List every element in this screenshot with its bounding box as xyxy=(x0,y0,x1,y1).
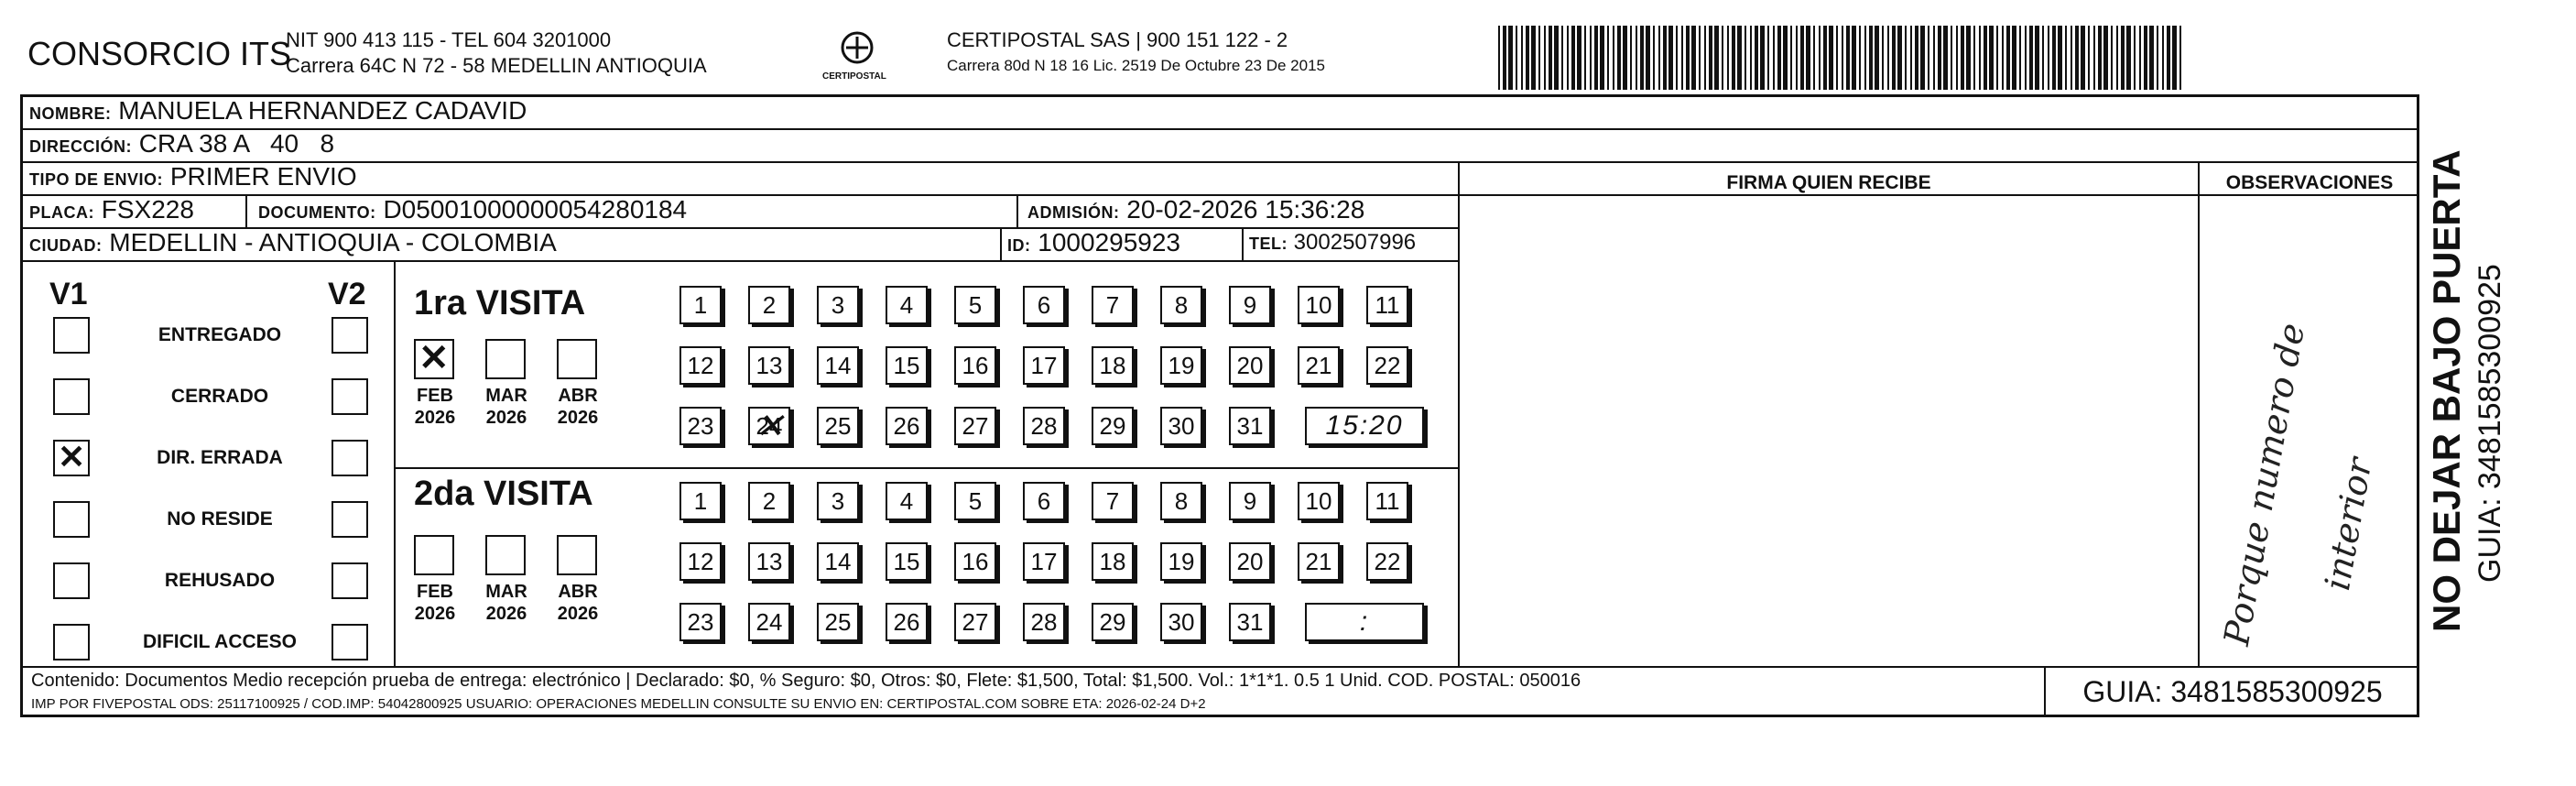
direccion-row xyxy=(29,129,334,158)
first-visit-day-box[interactable]: 20 xyxy=(1229,346,1271,385)
barcode-bar xyxy=(2075,26,2079,90)
second-visit-day-box[interactable]: 10 xyxy=(1298,482,1340,520)
second-visit-day-box[interactable]: 14 xyxy=(817,542,859,581)
barcode-bar xyxy=(2006,26,2010,90)
observaciones-title: OBSERVACIONES xyxy=(2225,172,2394,193)
barcode-bar xyxy=(2019,26,2021,90)
barcode-bar xyxy=(1806,26,1810,90)
barcode-bar xyxy=(2111,26,2113,90)
barcode-bar xyxy=(1846,26,1850,90)
barcode-bar xyxy=(1498,26,1500,90)
first-visit-day-box[interactable]: 29 xyxy=(1092,407,1134,445)
first-visit-day-box[interactable]: 17 xyxy=(1023,346,1065,385)
barcode-bar xyxy=(1956,26,1958,90)
first-visit-day-box[interactable]: 25 xyxy=(817,407,859,445)
certi-line: CERTIPOSTAL SAS | 900 151 122 - 2 xyxy=(947,28,1288,51)
barcode-bar xyxy=(1554,26,1559,90)
barcode-bar xyxy=(2058,26,2062,90)
status-label: DIFICIL ACCESO xyxy=(142,631,297,652)
barcode-bar xyxy=(2025,26,2027,90)
barcode-bar xyxy=(1636,26,1637,90)
barcode-bar xyxy=(1531,26,1536,90)
barcode-bar xyxy=(2081,26,2085,90)
first-visit-day-box[interactable]: 10 xyxy=(1298,286,1340,324)
first-visit-day-box[interactable]: 27 xyxy=(954,407,996,445)
placa-value: FSX228 xyxy=(101,195,194,224)
barcode-bar xyxy=(1617,26,1621,90)
barcode-bar xyxy=(1790,26,1792,90)
barcode-bar xyxy=(1905,26,1907,90)
id-row xyxy=(1007,228,1180,257)
barcode-bar xyxy=(1887,26,1889,90)
status-label: ENTREGADO xyxy=(158,324,282,345)
first-visit-day-box[interactable]: 6 xyxy=(1023,286,1065,324)
barcode-bar xyxy=(2157,26,2158,90)
second-visit-day-box[interactable]: 28 xyxy=(1023,603,1065,641)
barcode-bar xyxy=(1732,26,1735,90)
second-visit-day-box[interactable]: 12 xyxy=(679,542,722,581)
second-visit-day-box[interactable]: 3 xyxy=(817,482,859,520)
barcode-bar xyxy=(1897,26,1902,90)
second-visit-day-box[interactable]: 18 xyxy=(1092,542,1134,581)
company-contact xyxy=(286,27,707,79)
side-guia: GUIA: 3481585300925 xyxy=(2473,264,2507,583)
direccion-label: DIRECCIÓN: xyxy=(29,137,132,156)
month-name: FEB xyxy=(417,582,453,602)
first-visit-month-label xyxy=(478,385,535,429)
barcode-bar xyxy=(1663,26,1667,90)
barcode-bar xyxy=(2162,26,2164,90)
barcode-bar xyxy=(1800,26,1804,90)
month-name: ABR xyxy=(558,582,598,602)
admision-value: 20-02-2026 15:36:28 xyxy=(1126,195,1365,224)
first-visit-day-box[interactable]: 5 xyxy=(954,286,996,324)
status-label: DIR. ERRADA xyxy=(157,447,283,468)
barcode-bar xyxy=(1984,26,1987,90)
barcode-bar xyxy=(2144,26,2147,90)
month-name: FEB xyxy=(417,386,453,406)
barcode-bar xyxy=(1668,26,1673,90)
tipo-label: TIPO DE ENVIO: xyxy=(29,170,164,189)
first-visit-day-box[interactable]: 23 xyxy=(679,407,722,445)
handwritten-observation-1: Porque numero de xyxy=(2216,320,2313,649)
second-visit-month-checkbox-1[interactable] xyxy=(485,535,526,575)
barcode-bar xyxy=(1516,26,1517,90)
barcode-bar xyxy=(1933,26,1935,90)
nombre-value: MANUELA HERNANDEZ CADAVID xyxy=(118,96,527,125)
barcode-bar xyxy=(1875,26,1879,90)
first-visit-day-box[interactable]: 26 xyxy=(886,407,928,445)
barcode-bar xyxy=(2065,26,2067,90)
first-visit-time-box[interactable]: 15:20 xyxy=(1305,407,1424,445)
nombre-row xyxy=(29,96,527,126)
barcode-bar xyxy=(1722,26,1723,90)
first-visit-day-box[interactable]: 18 xyxy=(1092,346,1134,385)
tipo-value: PRIMER ENVIO xyxy=(169,162,357,191)
first-visit-day-box[interactable]: 16 xyxy=(954,346,996,385)
status-label: CERRADO xyxy=(170,386,269,407)
second-visit-month-label xyxy=(407,581,463,625)
second-visit-title: 2da VISITA xyxy=(414,475,593,513)
barcode-bar xyxy=(1813,26,1815,90)
v1-header: V1 xyxy=(49,277,88,311)
first-visit-day-box[interactable]: 22 xyxy=(1366,346,1408,385)
second-visit-day-box[interactable]: 6 xyxy=(1023,482,1065,520)
v2-checkbox-1[interactable] xyxy=(332,378,368,415)
v2-checkbox-4[interactable] xyxy=(332,562,368,599)
ciudad-value: MEDELLIN - ANTIOQUIA - COLOMBIA xyxy=(109,228,557,257)
ciudad-row xyxy=(29,228,557,257)
barcode-bar xyxy=(1836,26,1838,90)
barcode-bar xyxy=(1996,26,1998,90)
second-visit-day-box[interactable]: 19 xyxy=(1160,542,1202,581)
barcode-bar xyxy=(1842,26,1843,90)
ciudad-label: CIUDAD: xyxy=(29,236,103,255)
barcode-bar xyxy=(1508,26,1513,90)
first-visit-day-box[interactable]: 12 xyxy=(679,346,722,385)
barcode-bar xyxy=(1646,26,1650,90)
nit-line: NIT 900 413 115 - TEL 604 3201000 xyxy=(286,28,612,51)
barcode-bar xyxy=(1943,26,1948,90)
placa-label: PLACA: xyxy=(29,203,94,222)
first-visit-day-box[interactable]: 3 xyxy=(817,286,859,324)
second-visit-day-box[interactable]: 26 xyxy=(886,603,928,641)
nombre-label: NOMBRE: xyxy=(29,104,112,123)
barcode-bar xyxy=(1571,26,1575,90)
second-visit-day-box[interactable]: 23 xyxy=(679,603,722,641)
barcode-bar xyxy=(2012,26,2016,90)
barcode-bar xyxy=(1892,26,1896,90)
second-visit-day-box[interactable]: 20 xyxy=(1229,542,1271,581)
barcode-bar xyxy=(2071,26,2072,90)
second-visit-day-box[interactable]: 22 xyxy=(1366,542,1408,581)
second-visit-month-label xyxy=(478,581,535,625)
first-visit-day-box[interactable]: 21 xyxy=(1298,346,1340,385)
barcode-bar xyxy=(2167,26,2170,90)
first-visit-day-box[interactable]: 31 xyxy=(1229,407,1271,445)
first-visit-month-checkbox-0[interactable] xyxy=(414,339,454,379)
barcode-bar xyxy=(2093,26,2095,90)
second-visit-day-box[interactable]: 9 xyxy=(1229,482,1271,520)
guia-number: GUIA: 3481585300925 xyxy=(2044,666,2419,717)
barcode-bar xyxy=(2139,26,2141,90)
company-name: CONSORCIO ITS xyxy=(27,35,292,72)
side-warning: NO DEJAR BAJO PUERTA xyxy=(2425,149,2468,632)
barcode-bar xyxy=(1979,26,1981,90)
v1-checkbox-4[interactable] xyxy=(53,562,90,599)
second-visit-month-checkbox-0[interactable] xyxy=(414,535,454,575)
documento-value: D05001000000054280184 xyxy=(383,195,688,224)
month-name: MAR xyxy=(485,582,527,602)
v1-checkbox-3[interactable] xyxy=(53,501,90,538)
month-name: ABR xyxy=(558,386,598,406)
second-visit-time-box[interactable]: : xyxy=(1305,603,1424,641)
v2-header: V2 xyxy=(328,277,366,311)
v2-checkbox-3[interactable] xyxy=(332,501,368,538)
barcode-bar xyxy=(2121,26,2125,90)
second-visit-day-box[interactable]: 24 xyxy=(748,603,790,641)
barcode-bar xyxy=(2179,26,2181,90)
second-visit-day-box[interactable]: 30 xyxy=(1160,603,1202,641)
barcode-bar xyxy=(2002,26,2004,90)
footer-print-info: IMP POR FIVEPOSTAL ODS: 25117100925 / COD.IMP: 54042800925 USUARIO: OPERACIONES MEDELLIN CONSULTE SU ENVIO EN: CERTIPOSTAL.COM SOBRE ETA: 2026-02-24 D+2 xyxy=(31,696,1206,712)
barcode-bar xyxy=(1676,26,1678,90)
barcode-bar xyxy=(1561,26,1563,90)
logo-text: CERTIPOSTAL xyxy=(822,71,886,82)
barcode-bar xyxy=(1951,26,1952,90)
barcode-bar xyxy=(1852,26,1856,90)
v2-checkbox-5[interactable] xyxy=(332,624,368,660)
barcode-bar xyxy=(1704,26,1706,90)
barcode-bar xyxy=(1699,26,1701,90)
barcode-bar xyxy=(1613,26,1614,90)
second-visit-day-box[interactable]: 21 xyxy=(1298,542,1340,581)
barcode-bar xyxy=(1796,26,1798,90)
second-visit-day-box[interactable]: 29 xyxy=(1092,603,1134,641)
first-visit-title: 1ra VISITA xyxy=(414,284,586,322)
barcode-bar xyxy=(2126,26,2131,90)
second-visit-day-box[interactable]: 2 xyxy=(748,482,790,520)
barcode-bar xyxy=(1653,26,1655,90)
barcode-bar xyxy=(1882,26,1884,90)
first-visit-day-box[interactable]: 28 xyxy=(1023,407,1065,445)
barcode-bar xyxy=(1623,26,1627,90)
footer-contents: Contenido: Documentos Medio recepción prueba de entrega: electrónico | Declarado: $0, % Seguro: $0, Otros: $0, Flete: $1,500, Total: $1,500. Vol.: 1*1*1. 0.5 1 Unid. COD. POSTAL: 050016 xyxy=(31,671,1581,691)
address-line: Carrera 64C N 72 - 58 MEDELLIN ANTIOQUIA xyxy=(286,54,707,77)
month-year: 2026 xyxy=(414,408,456,428)
barcode-bar xyxy=(1864,26,1866,90)
v2-checkbox-0[interactable] xyxy=(332,317,368,354)
month-year: 2026 xyxy=(485,604,527,624)
second-visit-day-box[interactable]: 5 xyxy=(954,482,996,520)
barcode-bar xyxy=(1777,26,1781,90)
barcode-bar xyxy=(1755,26,1758,90)
second-visit-day-box[interactable]: 1 xyxy=(679,482,722,520)
barcode-bar xyxy=(1549,26,1552,90)
second-visit-day-box[interactable]: 11 xyxy=(1366,482,1408,520)
barcode-bar xyxy=(2052,26,2056,90)
barcode-bar xyxy=(1503,26,1506,90)
second-visit-day-box[interactable]: 31 xyxy=(1229,603,1271,641)
barcode-bar xyxy=(1544,26,1546,90)
tel-value: 3002507996 xyxy=(1293,230,1417,255)
barcode-bar xyxy=(2134,26,2136,90)
first-visit-day-box[interactable]: 19 xyxy=(1160,346,1202,385)
first-visit-day-box[interactable]: 14 xyxy=(817,346,859,385)
barcode-bar xyxy=(1910,26,1912,90)
barcode-bar xyxy=(1829,26,1833,90)
v1-checkbox-1[interactable] xyxy=(53,378,90,415)
tel-row xyxy=(1249,230,1416,256)
barcode-bar xyxy=(1961,26,1964,90)
barcode-bar xyxy=(1920,26,1925,90)
first-visit-day-box[interactable]: 8 xyxy=(1160,286,1202,324)
status-label: NO RESIDE xyxy=(167,508,273,529)
barcode-bar xyxy=(1691,26,1696,90)
status-label: REHUSADO xyxy=(164,570,276,591)
v2-checkbox-2[interactable] xyxy=(332,440,368,476)
second-visit-day-box[interactable]: 8 xyxy=(1160,482,1202,520)
barcode-bar xyxy=(1607,26,1609,90)
barcode-bar xyxy=(1823,26,1827,90)
v1-checkbox-2[interactable] xyxy=(53,440,90,476)
month-year: 2026 xyxy=(557,604,599,624)
first-visit-day-box[interactable]: 7 xyxy=(1092,286,1134,324)
second-visit-day-box[interactable]: 15 xyxy=(886,542,928,581)
barcode-bar xyxy=(2103,26,2108,90)
barcode-bar xyxy=(2035,26,2039,90)
second-visit-day-box[interactable]: 25 xyxy=(817,603,859,641)
barcode-bar xyxy=(1584,26,1586,90)
barcode-bar xyxy=(1714,26,1719,90)
second-visit-day-box[interactable]: 4 xyxy=(886,482,928,520)
first-visit-day-box[interactable]: 24 ✕ xyxy=(748,407,790,445)
admision-row xyxy=(1027,195,1364,224)
barcode-bar xyxy=(2042,26,2044,90)
second-visit-month-checkbox-2[interactable] xyxy=(557,535,597,575)
first-visit-month-label xyxy=(407,385,463,429)
barcode-bar xyxy=(1577,26,1581,90)
barcode xyxy=(1498,26,2181,90)
first-visit-day-box[interactable]: 1 xyxy=(679,286,722,324)
tel-label: TEL: xyxy=(1249,235,1288,253)
barcode-bar xyxy=(1594,26,1598,90)
second-visit-day-box[interactable]: 13 xyxy=(748,542,790,581)
second-visit-day-box[interactable]: 17 xyxy=(1023,542,1065,581)
barcode-bar xyxy=(2172,26,2177,90)
first-visit-day-box[interactable]: 2 xyxy=(748,286,790,324)
first-visit-day-box[interactable]: 13 xyxy=(748,346,790,385)
placa-row xyxy=(29,195,194,224)
documento-label: DOCUMENTO: xyxy=(258,203,376,222)
barcode-bar xyxy=(2029,26,2033,90)
second-visit-day-box[interactable]: 7 xyxy=(1092,482,1134,520)
barcode-bar xyxy=(1640,26,1644,90)
barcode-bar xyxy=(1567,26,1569,90)
barcode-bar xyxy=(1773,26,1775,90)
barcode-bar xyxy=(1590,26,1592,90)
barcode-bar xyxy=(1750,26,1752,90)
barcode-bar xyxy=(1745,26,1746,90)
first-visit-day-box[interactable]: 11 xyxy=(1366,286,1408,324)
month-year: 2026 xyxy=(557,408,599,428)
admision-label: ADMISIÓN: xyxy=(1027,203,1120,222)
barcode-bar xyxy=(1709,26,1712,90)
v1-checkbox-0[interactable] xyxy=(53,317,90,354)
barcode-bar xyxy=(1915,26,1918,90)
tipo-row xyxy=(29,162,357,191)
barcode-bar xyxy=(1681,26,1683,90)
barcode-bar xyxy=(1989,26,1994,90)
month-name: MAR xyxy=(485,386,527,406)
first-visit-day-box[interactable]: 4 xyxy=(886,286,928,324)
month-year: 2026 xyxy=(485,408,527,428)
barcode-bar xyxy=(1973,26,1975,90)
second-visit-month-label xyxy=(549,581,606,625)
barcode-bar xyxy=(1737,26,1742,90)
barcode-bar xyxy=(1526,26,1529,90)
barcode-bar xyxy=(1928,26,1929,90)
firma-title: FIRMA QUIEN RECIBE xyxy=(1726,172,1931,193)
v1-checkbox-5[interactable] xyxy=(53,624,90,660)
barcode-bar xyxy=(1783,26,1788,90)
first-visit-month-checkbox-1[interactable] xyxy=(485,339,526,379)
barcode-bar xyxy=(1767,26,1769,90)
barcode-bar xyxy=(1658,26,1660,90)
certipostal-info xyxy=(947,27,1325,79)
barcode-bar xyxy=(2116,26,2118,90)
barcode-bar xyxy=(2048,26,2049,90)
documento-row xyxy=(258,195,687,224)
barcode-bar xyxy=(2098,26,2102,90)
first-visit-month-checkbox-2[interactable] xyxy=(557,339,597,379)
barcode-bar xyxy=(1819,26,1821,90)
barcode-bar xyxy=(1859,26,1861,90)
first-visit-day-box[interactable]: 15 xyxy=(886,346,928,385)
barcode-bar xyxy=(1686,26,1690,90)
id-value: 1000295923 xyxy=(1038,228,1181,257)
barcode-bar xyxy=(1630,26,1632,90)
barcode-bar xyxy=(1760,26,1765,90)
first-visit-day-box[interactable]: 30 xyxy=(1160,407,1202,445)
barcode-bar xyxy=(1521,26,1523,90)
barcode-bar xyxy=(1869,26,1873,90)
second-visit-day-box[interactable]: 16 xyxy=(954,542,996,581)
first-visit-day-box[interactable]: 9 xyxy=(1229,286,1271,324)
certi-sub: Carrera 80d N 18 16 Lic. 2519 De Octubre 23 De 2015 xyxy=(947,57,1325,74)
direccion-value: CRA 38 A 40 8 xyxy=(138,129,335,158)
barcode-bar xyxy=(2149,26,2154,90)
handwritten-observation-2: interior xyxy=(2317,454,2380,594)
barcode-bar xyxy=(1938,26,1941,90)
first-visit-month-label xyxy=(549,385,606,429)
barcode-bar xyxy=(1538,26,1540,90)
month-year: 2026 xyxy=(414,604,456,624)
barcode-bar xyxy=(1727,26,1729,90)
barcode-bar xyxy=(1600,26,1604,90)
barcode-bar xyxy=(2088,26,2090,90)
id-label: ID: xyxy=(1007,236,1031,255)
second-visit-day-box[interactable]: 27 xyxy=(954,603,996,641)
barcode-bar xyxy=(1966,26,1971,90)
